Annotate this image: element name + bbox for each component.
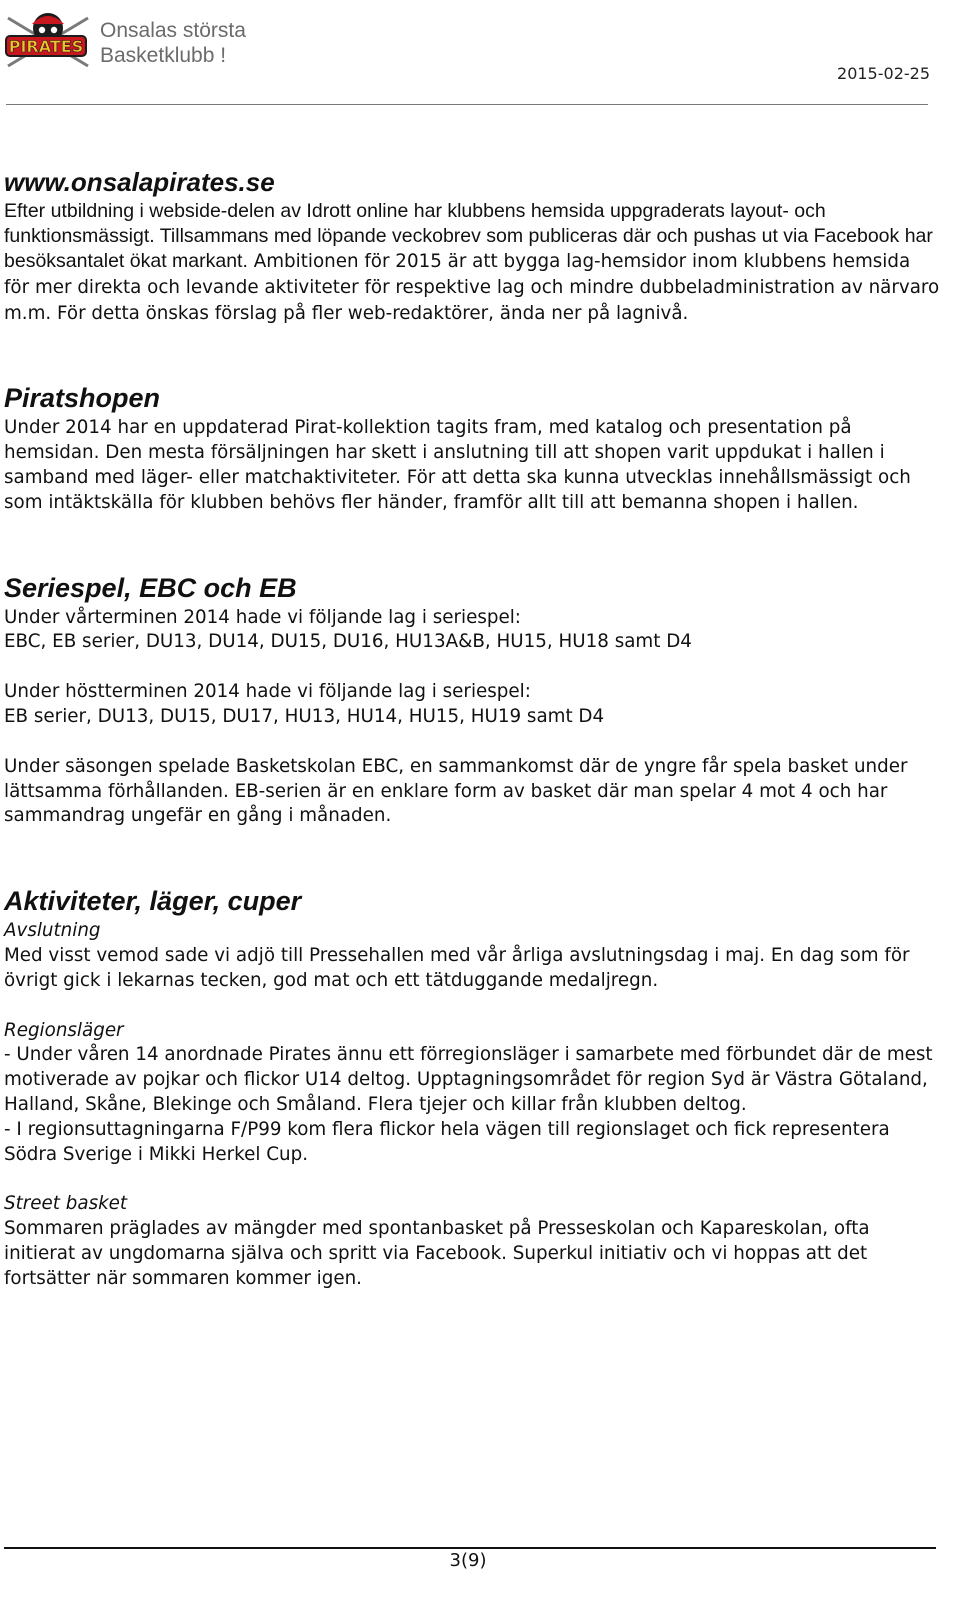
document-date: 2015-02-25 <box>837 64 930 83</box>
website-paragraph-part-2: Ambitionen för 2015 är att bygga lag-hemsidor inom klubbens hemsida för mer direkta och levande aktiviteter för respektive lag och mindre dubbeladministration av närvaro m.m. För detta önskas förslag på fler web-redaktörer, ända ner på lagnivå. <box>4 251 940 324</box>
pirates-logo-icon <box>4 6 94 72</box>
series-section <box>4 570 940 830</box>
activities-heading: Aktiviteter, läger, cuper <box>4 886 302 917</box>
closing-paragraph: Med visst vemod sade vi adjö till Pressehallen med vår årliga avslutningsdag i maj. En dag som för övrigt gick i lekarnas tecken, god mat och ett tätduggande medaljregn. <box>4 944 910 991</box>
series-paragraph: Under säsongen spelade Basketskolan EBC, en sammankomst där de yngre får spela basket under lättsamma förhållanden. EB-serien är en enklare form av basket där man spelar 4 mot 4 och har sammandrag ungefär en gång i månaden. <box>4 755 908 827</box>
logo-wordmark: PIRATES <box>8 37 84 56</box>
website-paragraph-part-1: Efter utbildning i webside-delen av Idrott online har klubbens hemsida uppgraderats layout- och funktionsmässigt. Tillsammans med löpande veckobrev som publiceras där och pushas ut via Facebook har besöksantalet ökat markant. <box>4 200 933 272</box>
shop-heading: Piratshopen <box>4 383 161 414</box>
closing-subheading: Avslutning <box>4 920 101 942</box>
website-paragraph <box>4 199 940 326</box>
camp-paragraph-1: - Under våren 14 anordnade Pirates ännu ett förregionsläger i samarbete med förbundet där de mest motiverade av pojkar och flickor U14 deltog. Upptagningsområdet för region Syd är Västra Götaland, Halland, Skåne, Blekinge och Småland. Flera tjejer och killar från klubben deltog. <box>4 1044 933 1115</box>
autumn-teams: EB serier, DU13, DU15, DU17, HU13, HU14, HU15, HU19 samt D4 <box>4 705 605 727</box>
shop-paragraph: Under 2014 har en uppdaterad Pirat-kollektion tagits fram, med katalog och presentation på hemsidan. Den mesta försäljningen har skett i anslutning till att shopen varit uppdukat i hallen i samband med läger- eller matchaktiviteter. För att detta ska kunna utvecklas innehållsmässigt och som intäktskälla för klubben behövs fler händer, framför allt till att bemanna shopen i hallen. <box>4 417 911 513</box>
shop-section <box>4 380 940 515</box>
spring-teams: EBC, EB serier, DU13, DU14, DU15, DU16, HU13A&B, HU15, HU18 samt D4 <box>4 631 692 653</box>
page-number: 3(9) <box>449 1550 487 1571</box>
series-heading: Seriespel, EBC och EB <box>4 572 297 603</box>
website-heading: www.onsalapirates.se <box>4 167 275 197</box>
street-paragraph: Sommaren präglades av mängder med spontanbasket på Presseskolan och Kapareskolan, ofta initierat av ungdomarna själva och spritt via Facebook. Superkul initiativ och vi hoppas att det fortsätter när sommaren kommer igen. <box>4 1218 870 1289</box>
autumn-intro: Under höstterminen 2014 hade vi följande lag i seriespel: <box>4 681 531 703</box>
header-divider <box>6 104 928 105</box>
camp-paragraph-2: - I regionsuttagningarna F/P99 kom flera flickor hela vägen till regionslaget och fick representera Södra Sverige i Mikki Herkel Cup. <box>4 1118 890 1165</box>
club-logo <box>4 6 254 74</box>
activities-section <box>4 883 940 1291</box>
street-subheading: Street basket <box>4 1193 128 1215</box>
camp-subheading: Regionsläger <box>4 1019 124 1041</box>
club-tagline <box>100 18 246 68</box>
document-body <box>4 165 940 1292</box>
tagline-line-2: Basketklubb ! <box>100 44 227 67</box>
website-section <box>4 165 940 326</box>
tagline-line-1: Onsalas största <box>100 19 246 42</box>
footer-divider <box>4 1547 936 1549</box>
spring-intro: Under vårterminen 2014 hade vi följande lag i seriespel: <box>4 606 521 628</box>
